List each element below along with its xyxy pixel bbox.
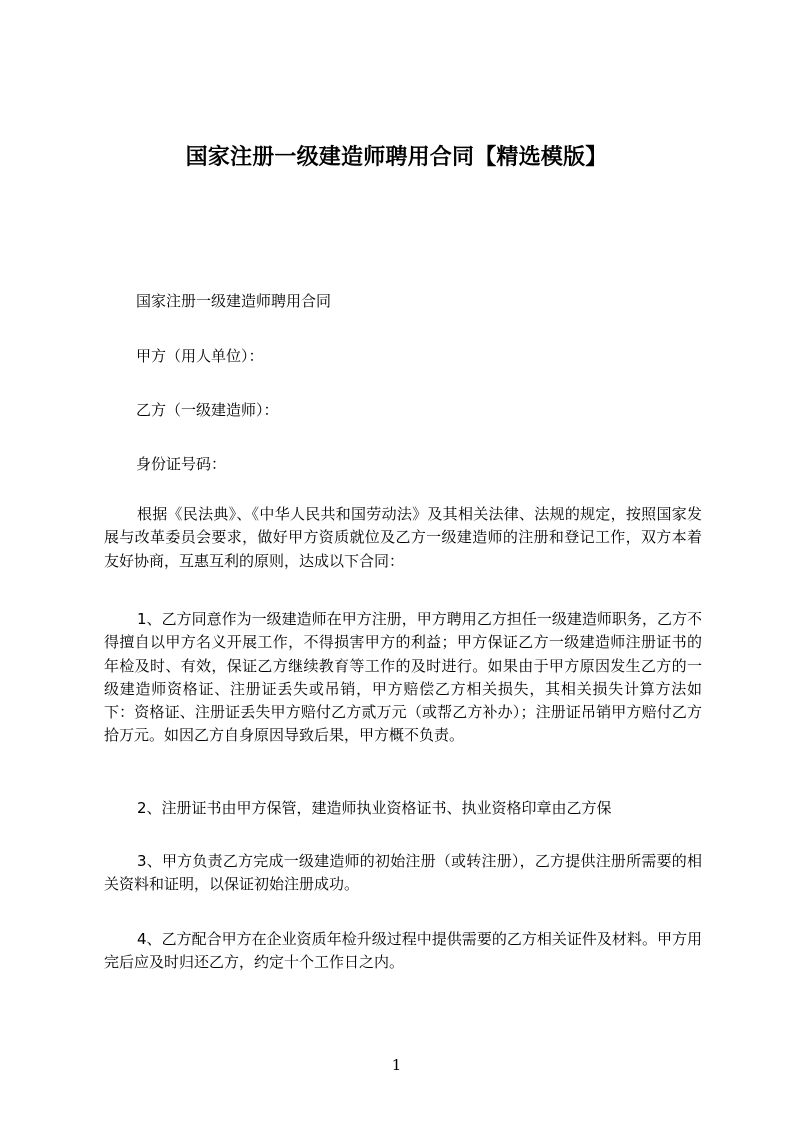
clause-4-paragraph: 4、乙方配合甲方在企业资质年检升级过程中提供需要的乙方相关证件及材料。甲方用完后应及时归还乙方，约定十个工作日之内。 [104,930,702,972]
party-b-label: 乙方（一级建造师）： [136,401,279,419]
page-number: 1 [391,1056,402,1074]
id-number-label: 身份证号码： [136,455,227,473]
contract-subtitle: 国家注册一级建造师聘用合同 [136,292,332,310]
party-a-label: 甲方（用人单位）： [136,347,264,365]
clause-2-paragraph: 2、注册证书由甲方保管，建造师执业资格证书、执业资格印章由乙方保 [137,799,612,817]
clause-1-paragraph: 1、乙方同意作为一级建造师在甲方注册，甲方聘用乙方担任一级建造师职务，乙方不得擅自以甲方名义开展工作，不得损害甲方的利益；甲方保证乙方一级建造师注册证书的年检及时、有效，保证乙方继续教育等工作的及时进行。如果由于甲方原因发生乙方的一级建造师资格证、注册证丢失或吊销，甲方赔偿乙方相关损失，其相关损失计算方法如下：资格证、注册证丢失甲方赔付乙方贰万元（或帮乙方补办）；注册证吊销甲方赔付乙方拾万元。如因乙方自身原因导致后果，甲方概不负责。 [104,610,702,745]
document-title: 国家注册一级建造师聘用合同【精选模版】 [185,145,608,170]
preamble-paragraph: 根据《民法典》、《中华人民共和国劳动法》及其相关法律、法规的规定，按照国家发展与改革委员会要求，做好甲方资质就位及乙方一级建造师的注册和登记工作，双方本着友好协商，互惠互利的原则，达成以下合同： [104,505,702,570]
clause-3-paragraph: 3、甲方负责乙方完成一级建造师的初始注册（或转注册），乙方提供注册所需要的相关资料和证明，以保证初始注册成功。 [104,852,702,894]
